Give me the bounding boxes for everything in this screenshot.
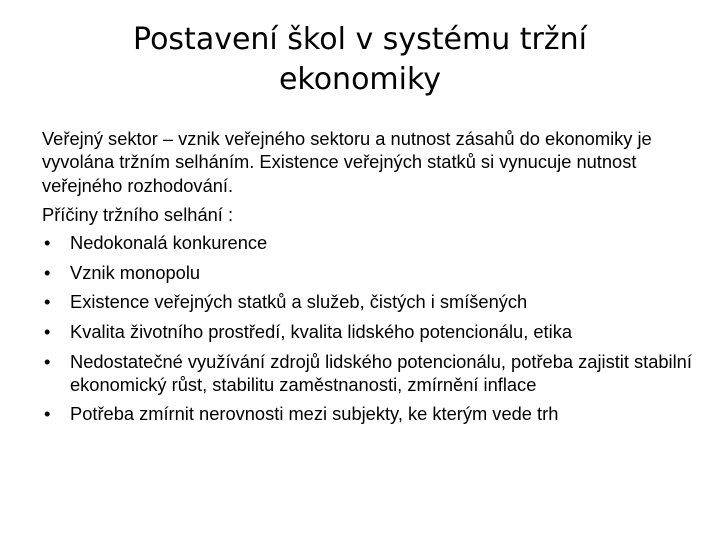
list-item [42, 320, 702, 343]
list-item [42, 290, 702, 313]
list-item [42, 231, 702, 254]
title-line: Postavení škol v systému tržní [133, 22, 587, 57]
list-item-text: Vznik monopolu [70, 261, 201, 283]
causes-list [42, 231, 702, 426]
slide-body [42, 127, 702, 432]
list-item-text: Kvalita životního prostředí, kvalita lidského potencionálu, etika [70, 320, 573, 342]
list-item-text: Nedokonalá konkurence [70, 232, 268, 254]
list-item [42, 261, 702, 284]
bullet-icon: • [44, 291, 51, 313]
list-item-text: Existence veřejných statků a služeb, čistých i smíšených [70, 291, 528, 313]
slide-title [60, 20, 660, 100]
list-item-text: Potřeba zmírnit nerovnosti mezi subjekty, ke kterým vede trh [70, 403, 559, 425]
bullet-icon: • [44, 320, 51, 342]
bullet-icon: • [44, 232, 51, 254]
list-item-text: Nedostatečné využívání zdrojů lidského potencionálu, potřeba zajistit stabilní ekonomický růst, stabilitu zaměstnanosti, zmírnění inflace [70, 350, 692, 395]
causes-heading: Příčiny tržního selhání : [42, 203, 234, 225]
bullet-icon: • [44, 261, 51, 283]
intro-paragraph: Veřejný sektor – vznik veřejného sektoru a nutnost zásahů do ekonomiky je vyvolána tržním selháním. Existence veřejných statků si vynucuje nutnost veřejného rozhodování. [42, 128, 652, 196]
list-item [42, 402, 702, 425]
list-item [42, 350, 702, 397]
bullet-icon: • [44, 350, 51, 372]
title-line: ekonomiky [278, 62, 442, 97]
bullet-icon: • [44, 403, 51, 425]
